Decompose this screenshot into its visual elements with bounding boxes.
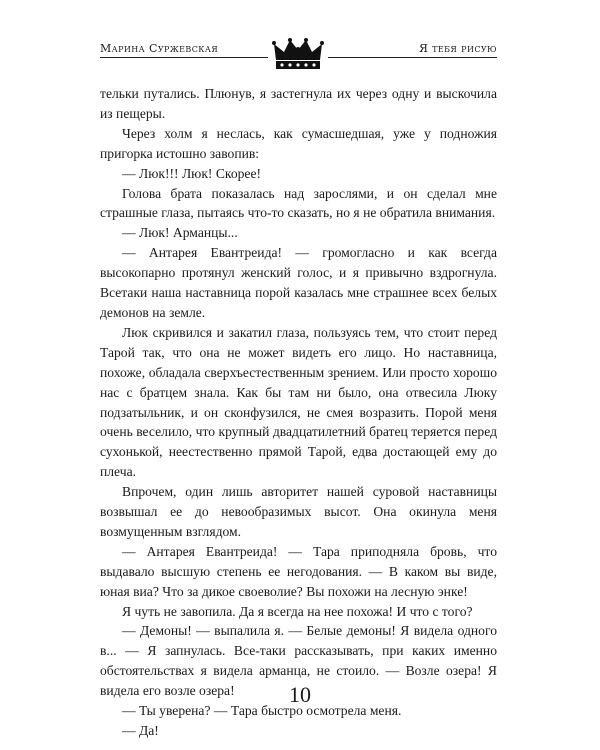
paragraph: — Антарея Евантреида! — Тара приподняла бровь, что выдавало высшую степень ее негодования. — В каком вы виде, юная виа? Что за дикое своеволие? Вы похожи на лесную энке! [100,543,497,599]
header-book-title: Я тебя рисую [418,42,497,55]
paragraph: тельки путались. Плюнув, я застегнула их через одну и выскочила из пещеры. [100,86,497,121]
paragraph: — Люк!!! Люк! Скорее! [122,165,262,181]
page-body [100,84,497,741]
paragraph: — Люк! Арманцы... [122,225,238,241]
crown-icon [268,38,328,72]
paragraph: Впрочем, один лишь авторитет нашей суровой наставницы возвышал ее до невообразимых высот. Она окинула меня возмущенным взглядом. [100,484,497,539]
paragraph: Я чуть не завопила. Да я всегда на нее похожа! И что с того? [122,603,473,619]
paragraph: — Демоны! — выпалила я. — Белые демоны! Я видела одного в... — Я запнулась. Все-таки рассказывать, при каких именно обстоятельствах я видела арманца, не стоило. — Возле озера! Я видела его возле озера! [100,623,497,699]
paragraph: Через холм я неслась, как сумасшедшая, уже у подножия пригорка истошно завопив: [100,125,497,161]
header-author: Марина Суржевская [100,42,219,55]
paragraph: — Да! [122,723,159,738]
paragraph: — Антарея Евантреида! — громогласно и как всегда высокопарно протянул женский голос, и я привычно вздрогнула. Всетаки наша наставница порой казалась мне страшнее всех белых демонов на земле. [100,245,497,320]
running-header [100,38,497,78]
paragraph: Люк скривился и закатил глаза, пользуясь тем, что стоит перед Тарой так, что она не может видеть его лицо. Но наставница, похоже, обладала сверхъестественным зрением. Или просто хорошо нас с братцем знала. Как бы там ни было, она отвесила Люку подзатыльник, и он сконфузился, не смея возразить. Порой меня очень веселило, что крупный двадцатилетний братец теряется перед сухонькой, неестественно прямой Тарой, едва достающей ему до плеча. [100,324,497,480]
paragraph: Голова брата показалась над зарослями, и он сделал мне страшные глаза, пытаясь что-то сказать, но я не обратила внимания. [100,185,497,221]
paragraph: — Ты уверена? — Тара быстро осмотрела меня. [122,703,402,719]
page-number: 10 [289,682,311,707]
